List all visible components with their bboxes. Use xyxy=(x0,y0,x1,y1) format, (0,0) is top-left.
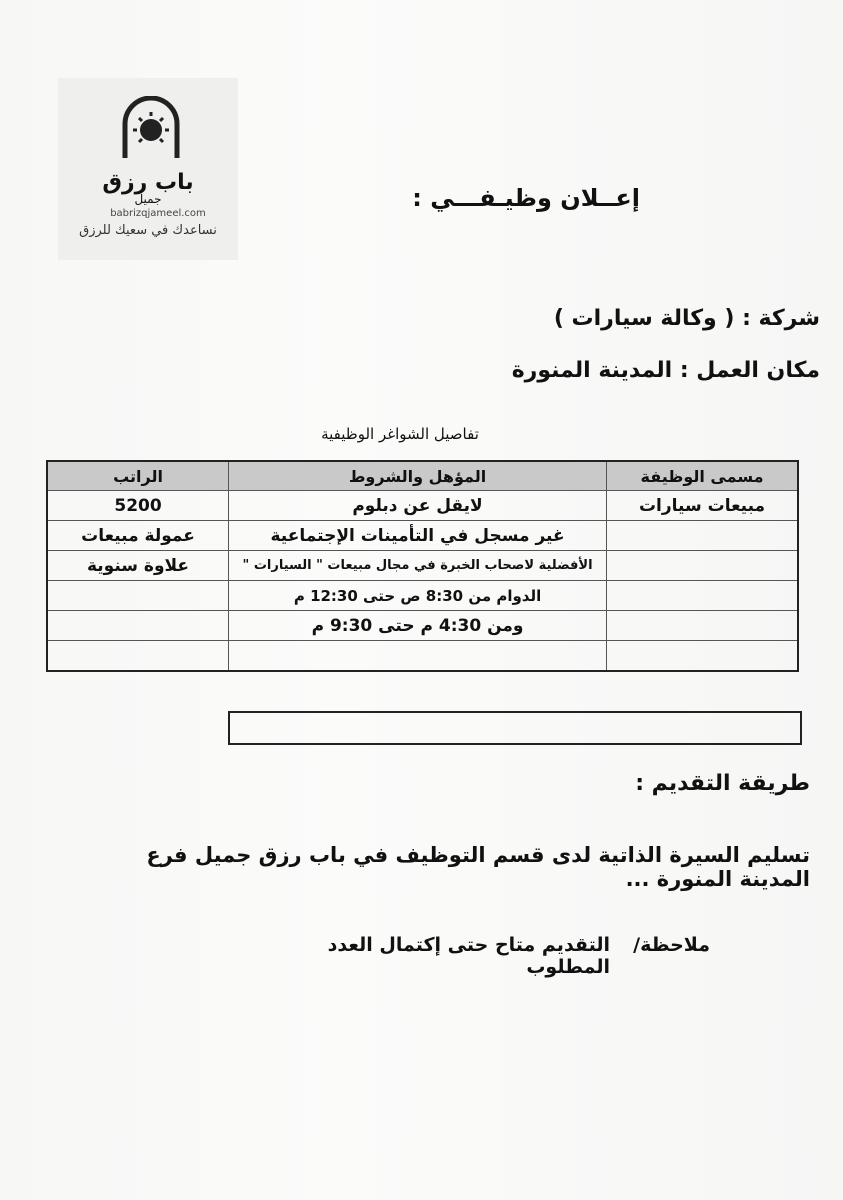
header-qualifications: المؤهل والشروط xyxy=(229,461,607,491)
table-row xyxy=(47,491,798,521)
table-row xyxy=(47,641,798,672)
header-job-title: مسمى الوظيفة xyxy=(607,461,798,491)
table-cell xyxy=(47,641,229,672)
work-location-line: مكان العمل : المدينة المنورة xyxy=(511,358,820,383)
empty-bordered-box xyxy=(228,711,802,745)
page-title: إعــلان وظيـفـــي : xyxy=(412,184,640,212)
company-logo xyxy=(58,78,238,260)
logo-arch-icon xyxy=(111,96,191,166)
table-cell: 5200 xyxy=(47,491,229,521)
table-row xyxy=(47,611,798,641)
table-cell: غير مسجل في التأمينات الإجتماعية xyxy=(229,521,607,551)
company-line: شركة : ( وكالة سيارات ) xyxy=(553,306,820,331)
table-caption: تفاصيل الشواغر الوظيفية xyxy=(321,425,479,443)
apply-method-heading: طريقة التقديم : xyxy=(635,771,810,796)
table-header-row xyxy=(47,461,798,491)
logo-tagline: نساعدك في سعيك للرزق xyxy=(79,223,217,238)
apply-method-text: تسليم السيرة الذاتية لدى قسم التوظيف في باب رزق جميل فرع المدينة المنورة ... xyxy=(146,843,810,891)
job-vacancies-table xyxy=(46,460,799,672)
table-cell: علاوة سنوية xyxy=(47,551,229,581)
table-cell xyxy=(607,521,798,551)
header-salary: الراتب xyxy=(47,461,229,491)
note-text: التقديم متاح حتى إكتمال العدد المطلوب xyxy=(327,934,610,978)
table-cell: الأفضلية لاصحاب الخبرة في مجال مبيعات " السيارات " xyxy=(229,551,607,581)
table-cell xyxy=(607,611,798,641)
table-cell xyxy=(229,641,607,672)
logo-subname: جميل xyxy=(134,192,162,206)
table-cell xyxy=(47,581,229,611)
table-cell xyxy=(47,611,229,641)
table-row xyxy=(47,521,798,551)
table-cell: عمولة مبيعات xyxy=(47,521,229,551)
logo-name: باب رزق xyxy=(102,170,194,195)
table-cell xyxy=(607,641,798,672)
table-cell: ومن 4:30 م حتى 9:30 م xyxy=(229,611,607,641)
table-cell xyxy=(607,551,798,581)
table-cell xyxy=(607,581,798,611)
note-label: ملاحظة/ xyxy=(633,934,710,956)
table-cell: لايقل عن دبلوم xyxy=(229,491,607,521)
table-cell: مبيعات سيارات xyxy=(607,491,798,521)
table-row xyxy=(47,551,798,581)
table-row xyxy=(47,581,798,611)
table-cell: الدوام من 8:30 ص حتى 12:30 م xyxy=(229,581,607,611)
logo-url: babrizqjameel.com xyxy=(110,208,206,219)
